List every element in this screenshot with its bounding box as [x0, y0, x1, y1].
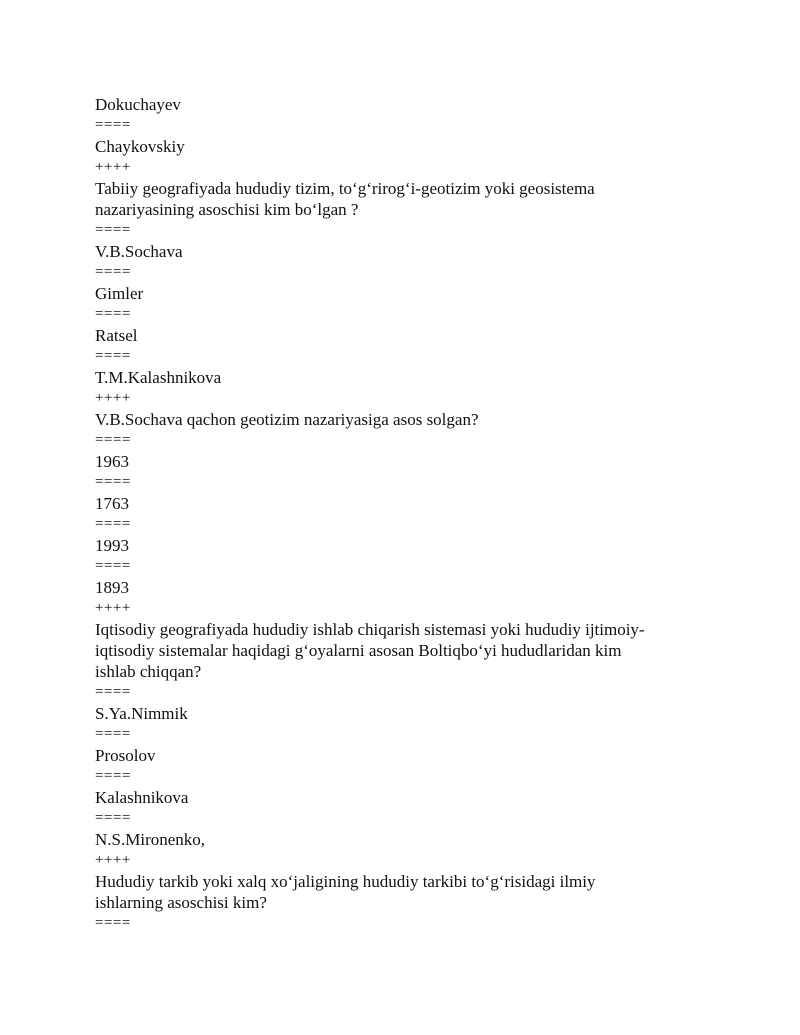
option-separator: ==== [95, 726, 131, 742]
question-text: ishlab chiqqan? [95, 662, 202, 681]
question-separator: ++++ [95, 600, 131, 616]
option-separator: ==== [95, 348, 131, 364]
answer-option: 1763 [95, 494, 129, 513]
answer-option: Kalashnikova [95, 788, 189, 807]
answer-option: Prosolov [95, 746, 156, 765]
answer-option: N.S.Mironenko, [95, 830, 206, 849]
option-separator: ==== [95, 306, 131, 322]
option-separator: ==== [95, 117, 131, 133]
option-separator: ==== [95, 810, 131, 826]
question-text: ishlarning asoschisi kim? [95, 893, 267, 912]
question-text: Tabiiy geografiyada hududiy tizim, to‘g‘rirog‘i-geotizim yoki geosistema [95, 179, 595, 198]
question-separator: ++++ [95, 852, 131, 868]
answer-option: S.Ya.Nimmik [95, 704, 188, 723]
answer-option: T.M.Kalashnikova [95, 368, 222, 387]
option-separator: ==== [95, 474, 131, 490]
question-text: nazariyasining asoschisi kim bo‘lgan ? [95, 200, 359, 219]
option-separator: ==== [95, 264, 131, 280]
answer-option: 1993 [95, 536, 129, 555]
question-text: V.B.Sochava qachon geotizim nazariyasiga asos solgan? [95, 410, 479, 429]
option-separator: ==== [95, 558, 131, 574]
answer-option: 1893 [95, 578, 129, 597]
question-text: Hududiy tarkib yoki xalq xo‘jaligining hududiy tarkibi to‘g‘risidagi ilmiy [95, 872, 596, 891]
question-text: iqtisodiy sistemalar haqidagi g‘oyalarni asosan Boltiqbo‘yi hududlaridan kim [95, 641, 622, 660]
question-text: Iqtisodiy geografiyada hududiy ishlab chiqarish sistemasi yoki hududiy ijtimoiy- [95, 620, 645, 639]
answer-option: Ratsel [95, 326, 138, 345]
answer-option: Chaykovskiy [95, 137, 185, 156]
answer-option: 1963 [95, 452, 129, 471]
option-separator: ==== [95, 222, 131, 238]
document-page [95, 94, 705, 934]
answer-option: Dokuchayev [95, 95, 181, 114]
question-separator: ++++ [95, 390, 131, 406]
option-separator: ==== [95, 684, 131, 700]
option-separator: ==== [95, 432, 131, 448]
question-separator: ++++ [95, 159, 131, 175]
option-separator: ==== [95, 768, 131, 784]
option-separator: ==== [95, 516, 131, 532]
answer-option: Gimler [95, 284, 144, 303]
answer-option: V.B.Sochava [95, 242, 183, 261]
option-separator: ==== [95, 915, 131, 931]
